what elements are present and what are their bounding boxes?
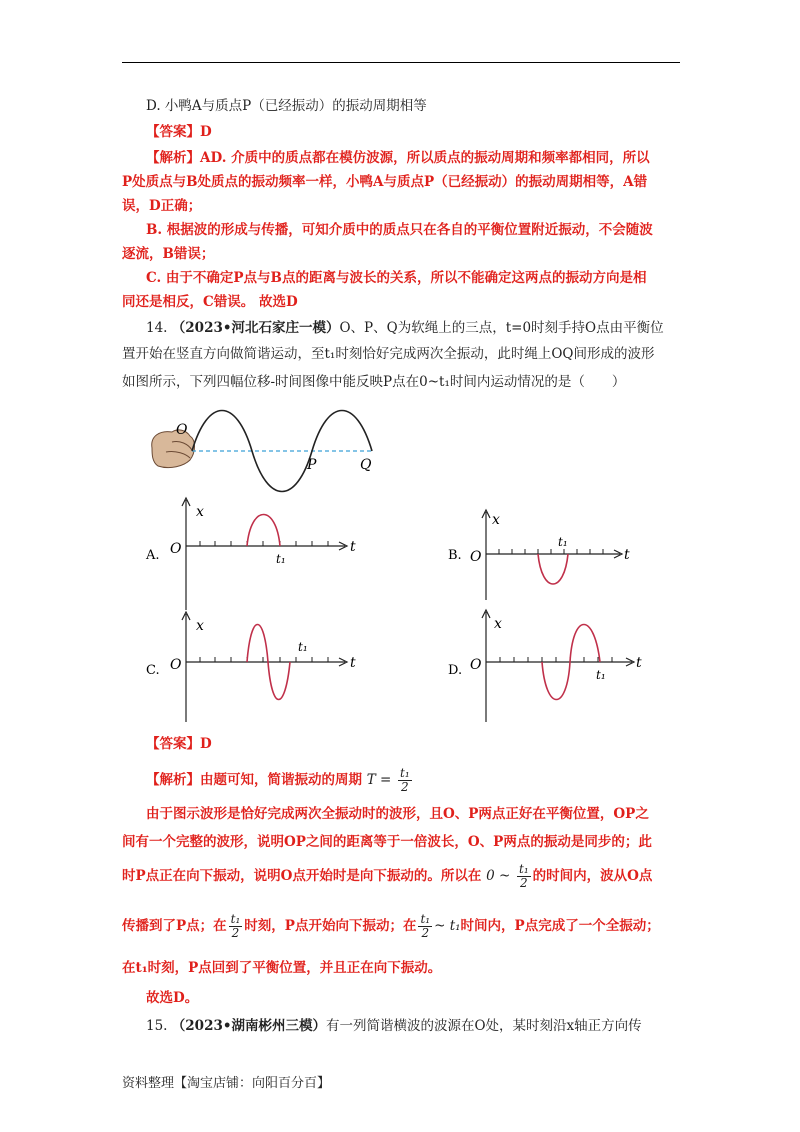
graph-b-t1: t₁ bbox=[558, 535, 568, 549]
period-denominator: 2 bbox=[401, 780, 409, 794]
q13-analysis-5: 逐流，B错误； bbox=[122, 246, 215, 262]
half-period-den-3: 2 bbox=[421, 926, 430, 940]
graph-d-x-label: t bbox=[636, 655, 642, 671]
graph-d bbox=[448, 610, 642, 722]
label-o: O bbox=[176, 422, 188, 438]
q14-analysis-5b: 时刻，P点开始向下振动；在 bbox=[244, 918, 417, 934]
q13-analysis-1: 【解析】AD. 介质中的质点都在模仿波源，所以质点的振动周期和频率都相同，所以 bbox=[146, 150, 650, 166]
q13-option-d: D. 小鸭A与质点P（已经振动）的振动周期相等 bbox=[146, 98, 427, 114]
graph-c-x-label: t bbox=[350, 655, 356, 671]
graph-d-origin: O bbox=[470, 657, 482, 673]
graph-d-y-label: x bbox=[494, 616, 502, 632]
q14-stem-3: 如图所示，下列四幅位移-时间图像中能反映P点在0~t₁时间内运动情况的是（ ） bbox=[122, 374, 626, 390]
rope-wave bbox=[192, 411, 372, 492]
graph-d-option: D. bbox=[448, 663, 463, 678]
q13-answer: 【答案】D bbox=[146, 124, 212, 140]
q14-stem-2: 置开始在竖直方向做简谐运动，至t₁时刻恰好完成两次全振动，此时绳上OQ间形成的波形 bbox=[122, 346, 655, 362]
q15-number: 15. bbox=[146, 1018, 168, 1034]
q14-analysis-6: 在t₁时刻，P点回到了平衡位置，并且正在向下振动。 bbox=[122, 960, 442, 976]
graph-c-option: C. bbox=[146, 663, 160, 678]
q14-number: 14. bbox=[146, 320, 168, 336]
range-t1: ~ t₁ bbox=[434, 918, 461, 934]
half-period-fraction-3 bbox=[418, 913, 432, 940]
hand-icon bbox=[152, 430, 195, 468]
q15-stem-rest: 有一列简谐横波的波源在O处，某时刻沿x轴正方向传 bbox=[325, 1018, 642, 1034]
graph-a-t1: t₁ bbox=[276, 552, 286, 566]
q14-analysis-3: 间有一个完整的波形，说明OP之间的距离等于一倍波长，O、P两点的振动是同步的；此 bbox=[122, 834, 652, 850]
half-period-fraction-2 bbox=[229, 913, 243, 940]
q14-analysis-5c: 时间内，P点完成了一个全振动； bbox=[460, 918, 660, 934]
graph-b-curve bbox=[538, 554, 568, 584]
graph-b-x-label: t bbox=[624, 547, 630, 563]
label-q: Q bbox=[360, 457, 372, 473]
q14-analysis-1 bbox=[146, 766, 682, 794]
q14-answer: 【答案】D bbox=[146, 736, 212, 752]
q14-stem-1-rest: O、P、Q为软绳上的三点，t=0时刻手持O点由平衡位 bbox=[339, 320, 664, 336]
graph-c-origin: O bbox=[170, 657, 182, 673]
half-period-num-1: t₁ bbox=[519, 862, 529, 876]
q14-analysis-4b: 的时间内，波从O点 bbox=[532, 868, 653, 884]
q13-analysis-2: P处质点与B处质点的振动频率一样，小鸭A与质点P（已经振动）的振动周期相等，A错 bbox=[122, 174, 648, 190]
q14-analysis-4 bbox=[122, 860, 682, 892]
graph-a-y-label: x bbox=[196, 504, 204, 520]
q14-analysis-5 bbox=[122, 908, 682, 944]
graph-b-y-label: x bbox=[492, 512, 500, 528]
q15-source: （2023•湖南彬州三模） bbox=[171, 1018, 326, 1034]
q14-source: （2023•河北石家庄一模） bbox=[171, 320, 340, 336]
graph-a-origin: O bbox=[170, 541, 182, 557]
graph-d-t1: t₁ bbox=[596, 668, 606, 682]
q13-analysis-4: B. 根据波的形成与传播，可知介质中的质点只在各自的平衡位置附近振动，不会随波 bbox=[146, 222, 653, 238]
q15-stem bbox=[146, 1016, 682, 1036]
graph-b-origin: O bbox=[470, 549, 482, 565]
footer-text: 资料整理【淘宝店铺：向阳百分百】 bbox=[122, 1076, 331, 1091]
label-p: P bbox=[307, 457, 317, 473]
q14-analysis-7: 故选D。 bbox=[146, 990, 199, 1006]
q14-analysis-5a: 传播到了P点；在 bbox=[122, 918, 227, 934]
half-period-den-2: 2 bbox=[231, 926, 240, 940]
half-period-den-1: 2 bbox=[520, 876, 528, 890]
period-fraction bbox=[398, 767, 412, 794]
graph-b-option: B. bbox=[448, 548, 462, 563]
period-lhs: T = bbox=[366, 772, 392, 788]
period-numerator: t₁ bbox=[400, 766, 410, 780]
q14-analysis-1-text: 【解析】由题可知，简谐振动的周期 bbox=[146, 772, 362, 788]
q13-analysis-6: C. 由于不确定P点与B点的距离与波长的关系，所以不能确定这两点的振动方向是相 bbox=[146, 270, 647, 286]
graph-a-x-label: t bbox=[350, 539, 356, 555]
graph-c-t1: t₁ bbox=[298, 640, 308, 654]
graph-c-y-label: x bbox=[196, 618, 204, 634]
graph-b bbox=[448, 510, 630, 600]
half-period-num-3: t₁ bbox=[420, 912, 431, 926]
q14-analysis-2: 由于图示波形是恰好完成两次全振动时的波形，且O、P两点正好在平衡位置，OP之 bbox=[146, 806, 649, 822]
half-period-num-2: t₁ bbox=[230, 912, 241, 926]
graph-a bbox=[145, 498, 356, 610]
graph-a-option: A. bbox=[146, 548, 160, 563]
q13-analysis-7: 同还是相反，C错误。 故选D bbox=[122, 294, 298, 310]
half-period-fraction-1 bbox=[517, 863, 531, 890]
q14-analysis-4a: 时P点正在向下振动，说明O点开始时是向下振动的。所以在 bbox=[122, 868, 482, 884]
q13-analysis-3: 误，D正确； bbox=[122, 198, 202, 214]
graph-c bbox=[146, 612, 356, 722]
range-0: 0 ~ bbox=[486, 868, 511, 884]
